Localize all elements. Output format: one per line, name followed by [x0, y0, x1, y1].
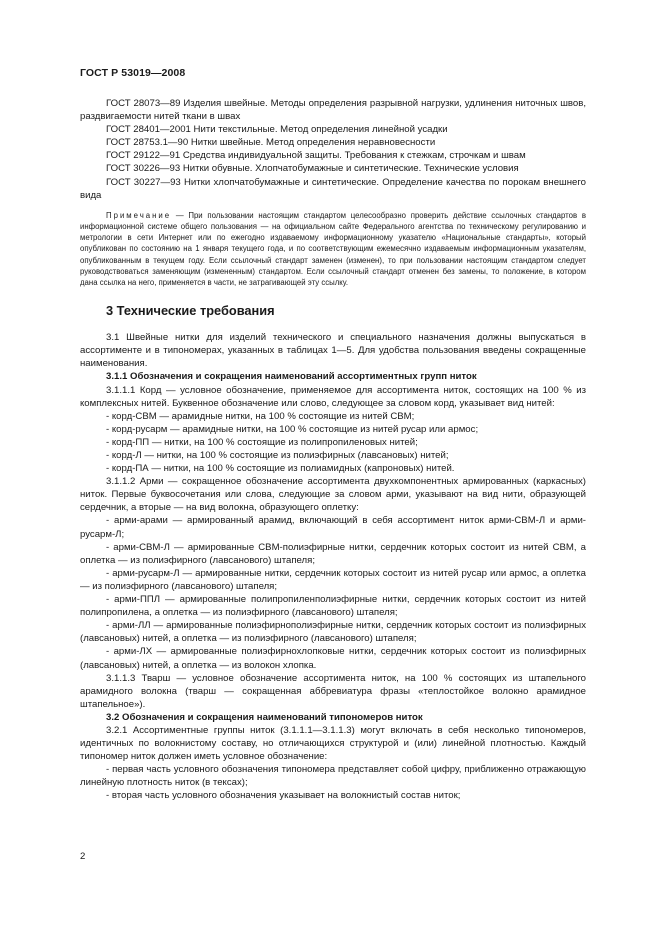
section-body	[80, 331, 586, 802]
list-item: - первая часть условного обозначения типономера представляет собой цифру, приближенно отражающую линейную плотность ниток (в тексах);	[80, 764, 586, 789]
reference-item: ГОСТ 30226—93 Нитки обувные. Хлопчатобумажные и синтетические. Технические условия	[106, 163, 519, 175]
body-paragraph: 3.1.1.1 Корд — условное обозначение, применяемое для ассортимента ниток, состоящих на 100 % из комплексных нитей. Буквенное обозначение или слово, следующее за словом корд, указывает вид нитей:	[80, 384, 586, 409]
list-item: - корд-СВМ — арамидные нитки, на 100 % состоящие из нитей СВМ;	[106, 410, 415, 422]
list-item: - арми-ЛХ — армированные полиэфирнохлопковые нитки, сердечник которых состоит из полиэфирных (лавсановых) нитей, а оплетка — из волокон хлопка.	[80, 646, 586, 671]
document-header: ГОСТ Р 53019—2008	[80, 67, 186, 79]
subsection-heading: 3.1.1 Обозначения и сокращения наименований ассортиментных групп ниток	[106, 371, 477, 383]
list-item: - корд-ПА — нитки, на 100 % состоящие из полиамидных (капроновых) нитей.	[106, 463, 455, 475]
note-paragraph	[80, 210, 586, 288]
list-item: - корд-русарм — арамидные нитки, на 100 % состоящие из нитей русар или армос;	[106, 423, 479, 435]
list-item: - корд-Л — нитки, на 100 % состоящие из полиэфирных (лавсановых) нитей;	[106, 450, 449, 462]
section-heading: 3 Технические требования	[106, 303, 275, 319]
list-item: - корд-ПП — нитки, на 100 % состоящие из полипропиленовых нитей;	[106, 436, 418, 448]
body-paragraph: 3.1.1.2 Арми — сокращенное обозначение ассортимента двухкомпонентных армированных (каркасных) ниток. Первые буквосочетания или слова, следующие за словом арми, указывают на вид нити, образующей сердечник, а вторые — на вид волокна, образующего оплетку:	[80, 476, 586, 514]
body-paragraph: 3.1 Швейные нитки для изделий технического и специального назначения должны выпускаться в ассортименте и в типономерах, указанных в таблицах 1—5. Для удобства пользования введены сокращенные наименования.	[80, 332, 586, 370]
subsection-heading: 3.2 Обозначения и сокращения наименований типономеров ниток	[106, 711, 423, 723]
note-text: — При пользовании настоящим стандартом целесообразно проверить действие ссылочных стандартов в информационной системе общего пользования — на официальном сайте Федерального агентства по техническому регулированию и метрологии в сети Интернет или по ежегодно издаваемому информационному указателю «Национальные стандарты», который опубликован по состоянию на 1 января текущего года, и по соответствующим ежемесячно издаваемым информационным указателям, опубликованным в текущем году. Если ссылочный стандарт заменен (изменен), то при пользовании настоящим стандартом следует руководствоваться заменяющим (измененным) стандартом. Если ссылочный стандарт отменен без замены, то положение, в котором дана ссылка на него, применяется в части, не затрагивающей эту ссылку.	[80, 210, 586, 287]
reference-item: ГОСТ 28753.1—90 Нитки швейные. Метод определения неравновесности	[106, 137, 436, 149]
list-item: - вторая часть условного обозначения указывает на волокнистый состав ниток;	[106, 790, 461, 802]
list-item: - арми-СВМ-Л — армированные СВМ-полиэфирные нитки, сердечник которых состоит из нитей СВМ, а оплетка — из полиэфирного (лавсанового) штапеля;	[80, 541, 586, 566]
list-item: - арми-русарм-Л — армированные нитки, сердечник которых состоит из нитей русар или армос, а оплетка — из полиэфирного (лавсанового) штапеля;	[80, 567, 586, 592]
reference-item: ГОСТ 28073—89 Изделия швейные. Методы определения разрывной нагрузки, удлинения ниточных швов, раздвигаемости нитей ткани в швах	[80, 98, 586, 123]
body-paragraph: 3.1.1.3 Тварш — условное обозначение ассортимента ниток, на 100 % состоящих из штапельного арамидного волокна (тварш — сокращенная аббревиатура фразы «теплостойкое волокно арамидное штапельное»).	[80, 672, 586, 710]
page-number: 2	[80, 851, 86, 862]
list-item: - арми-ЛЛ — армированные полиэфирнополиэфирные нитки, сердечник которых состоит из полиэфирных (лавсановых) нитей, а оплетка — из полиэфирного (лавсанового) штапеля;	[80, 620, 586, 645]
reference-item: ГОСТ 28401—2001 Нити текстильные. Метод определения линейной усадки	[106, 124, 448, 136]
note-label: Примечание	[106, 210, 172, 220]
reference-item: ГОСТ 30227—93 Нитки хлопчатобумажные и синтетические. Определение качества по порокам внешнего вида	[80, 176, 586, 201]
reference-item: ГОСТ 29122—91 Средства индивидуальной защиты. Требования к стежкам, строчкам и швам	[106, 150, 526, 162]
list-item: - арми-арами — армированный арамид, включающий в себя ассортимент ниток арми-СВМ-Л и арми-русарм-Л;	[80, 515, 586, 540]
body-paragraph: 3.2.1 Ассортиментные группы ниток (3.1.1.1—3.1.1.3) могут включать в себя несколько типономеров, идентичных по волокнистому составу, но отличающихся структурой и (или) линейной плотностью. Каждый типономер ниток должен иметь условное обозначение:	[80, 724, 586, 763]
references-list	[80, 97, 586, 202]
page-content	[80, 97, 586, 803]
list-item: - арми-ППЛ — армированные полипропиленполиэфирные нитки, сердечник которых состоит из нитей полипропилена, а оплетка — из полиэфирного (лавсанового) штапеля;	[80, 594, 586, 619]
